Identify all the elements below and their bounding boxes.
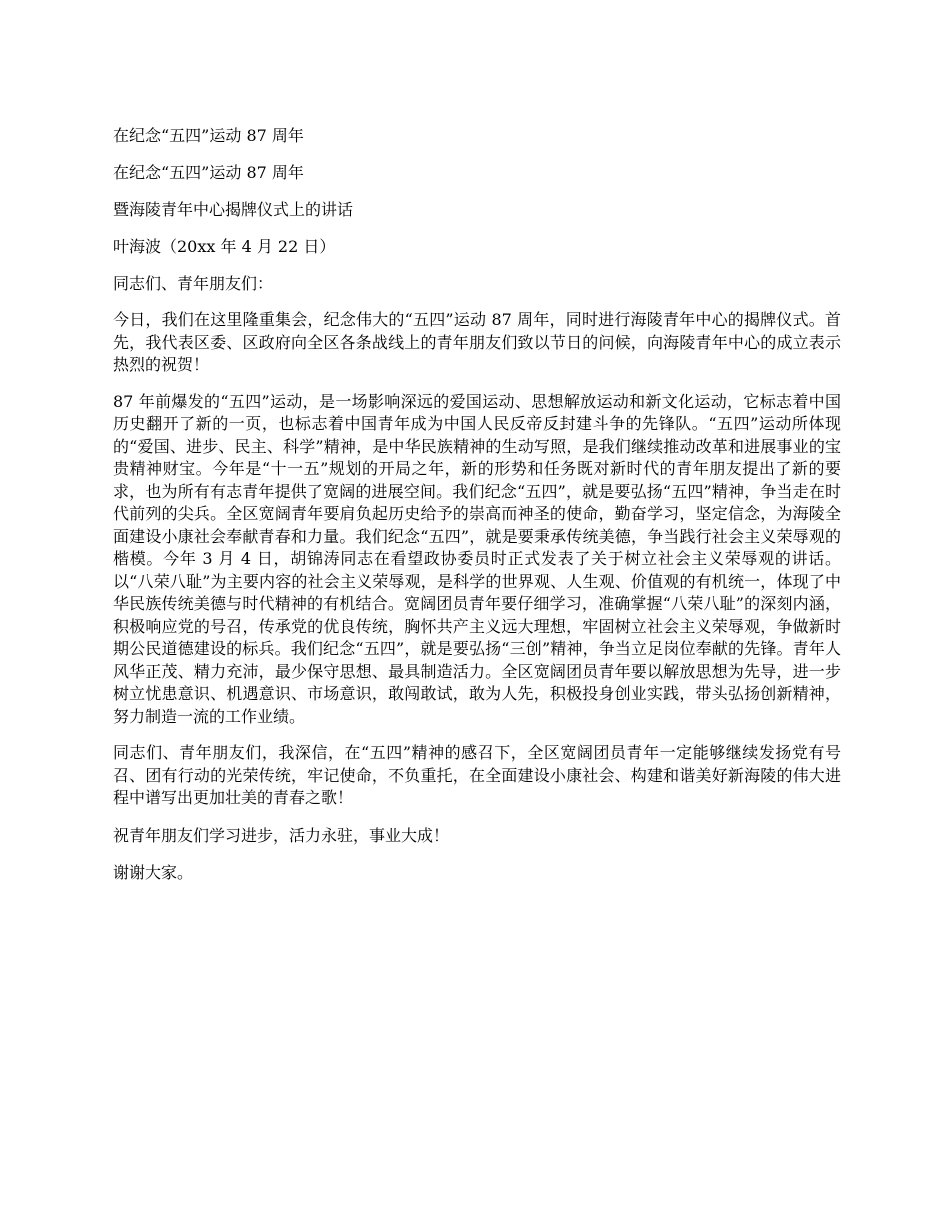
document-body xyxy=(113,124,841,898)
paragraph-conclusion: 同志们、青年朋友们，我深信，在“五四”精神的感召下，全区宽阔团员青年一定能够继续发扬党有号召、团有行动的光荣传统，牢记使命，不负重托，在全面建设小康社会、构建和谐美好新海陵的伟大进程中谱写出更加壮美的青春之歌！ xyxy=(113,743,841,807)
document-subtitle: 暨海陵青年中心揭牌仪式上的讲话 xyxy=(113,200,354,219)
closing-wish: 祝青年朋友们学习进步，活力永驻，事业大成！ xyxy=(113,825,450,845)
paragraph-main: 87 年前爆发的“五四”运动，是一场影响深远的爱国运动、思想解放运动和新文化运动，它标志着中国历史翻开了新的一页，也标志着中国青年成为中国人民反帝反封建斗争的先锋队。“五四”运动所体现的“爱国、进步、民主、科学”精神，是中华民族精神的生动写照，是我们继续推动改革和进展事业的宝贵精神财宝。今年是“十一五”规划的开局之年，新的形势和任务既对新时代的青年朋友提出了新的要求，也为所有有志青年提供了宽阔的进展空间。我们纪念“五四”，就是要弘扬“五四”精神，争当走在时代前列的尖兵。全区宽阔青年要肩负起历史给予的崇高而神圣的使命，勤奋学习，坚定信念，为海陵全面建设小康社会奉献青春和力量。我们纪念“五四”，就是要秉承传统美德，争当践行社会主义荣辱观的楷模。今年 3 月 4 日，胡锦涛同志在看望政协委员时正式发表了关于树立社会主义荣辱观的讲话。以“八荣八耻”为主要内容的社会主义荣辱观，是科学的世界观、人生观、价值观的有机统一，体现了中华民族传统美德与时代精神的有机结合。宽阔团员青年要仔细学习，准确掌握“八荣八耻”的深刻内涵，积极响应党的号召，传承党的优良传统，胸怀共产主义远大理想，牢固树立社会主义荣辱观，争做新时期公民道德建设的标兵。我们纪念“五四”，就是要弘扬“三创”精神，争当立足岗位奉献的先锋。青年人风华正茂、精力充沛，最少保守思想、最具制造活力。全区宽阔团员青年要以解放思想为先导，进一步树立忧患意识、机遇意识、市场意识，敢闯敢试，敢为人先，积极投身创业实践，带头弘扬创新精神，努力制造一流的工作业绩。 xyxy=(113,391,841,726)
document-title-repeat: 在纪念“五四”运动 87 周年 xyxy=(113,163,304,182)
closing-thanks: 谢谢大家。 xyxy=(113,862,194,882)
author-and-date: 叶海波（20xx 年 4 月 22 日） xyxy=(113,237,336,256)
document-title: 在纪念“五四”运动 87 周年 xyxy=(113,126,304,145)
paragraph-opening: 今日，我们在这里隆重集会，纪念伟大的“五四”运动 87 周年，同时进行海陵青年中心的揭牌仪式。首先，我代表区委、区政府向全区各条战线上的青年朋友们致以节日的问候，向海陵青年中心的成立表示热烈的祝贺！ xyxy=(113,310,841,374)
salutation: 同志们、青年朋友们： xyxy=(113,274,274,293)
